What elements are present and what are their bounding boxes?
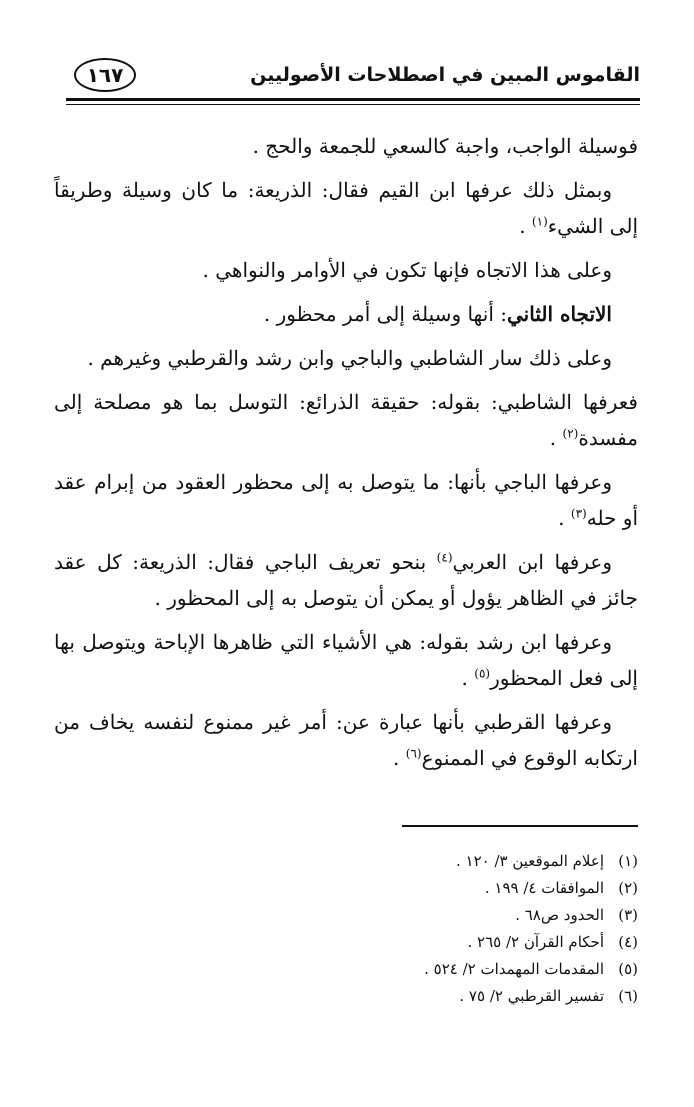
footnote-number: (٥) [618,960,638,978]
footnote-text: الموافقات ٤/ ١٩٩ . [484,879,604,897]
running-header [66,58,640,98]
paragraph-2-text: وبمثل ذلك عرفها ابن القيم فقال: الذريعة: ما كان وسيلة وطريقاً إلى الشيء [54,178,638,238]
footnote-text: الحدود ص٦٨ . [515,906,604,924]
footnote-ref-4[interactable]: (٤) [436,550,453,565]
paragraph-7 [54,464,638,536]
footnote-number: (١) [618,852,638,870]
footnote-text: تفسير القرطبي ٢/ ٧٥ . [459,987,604,1005]
paragraph-8-text: بنحو تعريف الباجي فقال: الذريعة: كل عقد جائز في الظاهر يؤول أو يمكن أن يتوصل به إلى المحظور . [54,550,638,610]
footnote-item [54,929,638,956]
footnote-ref-3[interactable]: (٣) [570,506,587,521]
paragraph-9-text: وعرفها ابن رشد بقوله: هي الأشياء التي ظاهرها الإباحة ويتوصل بها إلى فعل المحظور [54,630,638,690]
footnote-item [54,848,638,875]
paragraph-7-text: وعرفها الباجي بأنها: ما يتوصل به إلى محظور العقود من إبرام عقد أو حله [54,470,638,530]
paragraph-2 [54,172,638,244]
paragraph-5 [54,340,638,376]
footnote-ref-5[interactable]: (٥) [474,666,491,681]
paragraph-9 [54,624,638,696]
paragraph-3 [54,252,638,288]
paragraph-9-end: . [461,666,475,690]
paragraph-10 [54,704,638,776]
running-title: القاموس المبين في اصطلاحات الأصوليين [250,64,640,86]
paragraph-7-end: . [558,506,571,530]
footnote-text: أحكام القرآن ٢/ ٢٦٥ . [467,933,604,951]
paragraph-8-start: وعرفها ابن العربي [452,550,612,574]
footnote-number: (٢) [618,879,638,897]
footnote-separator [402,825,638,827]
page-number-oval [74,58,136,92]
paragraph-6 [54,384,638,456]
paragraph-10-text: وعرفها القرطبي بأنها عبارة عن: أمر غير ممنوع لنفسه يخاف من ارتكابه الوقوع في الممنوع [54,710,638,770]
footnote-item [54,875,638,902]
footnote-number: (٣) [618,906,638,924]
footnote-item [54,902,638,929]
paragraph-4-text: : أنها وسيلة إلى أمر محظور . [263,302,507,326]
paragraph-5-text: وعلى ذلك سار الشاطبي والباجي وابن رشد والقرطبي وغيرهم . [87,346,612,370]
footnote-text: المقدمات المهمدات ٢/ ٥٢٤ . [424,960,604,978]
header-rule-thick [66,98,640,101]
footnote-ref-2[interactable]: (٢) [562,426,579,441]
footnote-text: إعلام الموقعين ٣/ ١٢٠ . [455,852,604,870]
paragraph-1-text: فوسيلة الواجب، واجبة كالسعي للجمعة والحج . [252,134,638,158]
paragraph-1 [54,128,638,164]
body-text [54,128,638,784]
paragraph-6-end: . [549,426,563,450]
paragraph-6-text: فعرفها الشاطبي: بقوله: حقيقة الذرائع: التوسل بما هو مصلحة إلى مفسدة [54,390,638,450]
footnote-item [54,956,638,983]
footnotes-list [54,848,638,1010]
footnote-ref-1[interactable]: (١) [531,214,548,229]
footnote-ref-6[interactable]: (٦) [405,746,422,761]
footnote-item [54,983,638,1010]
paragraph-4 [54,296,638,332]
footnote-number: (٦) [618,987,638,1005]
footnote-number: (٤) [618,933,638,951]
paragraph-10-end: . [393,746,406,770]
paragraph-3-text: وعلى هذا الاتجاه فإنها تكون في الأوامر والنواهي . [202,258,612,282]
paragraph-2-end: . [519,214,532,238]
paragraph-8 [54,544,638,616]
header-rule-thin [66,104,640,105]
second-approach-label: الاتجاه الثاني [507,302,612,326]
page-number: ١٦٧ [86,63,124,87]
